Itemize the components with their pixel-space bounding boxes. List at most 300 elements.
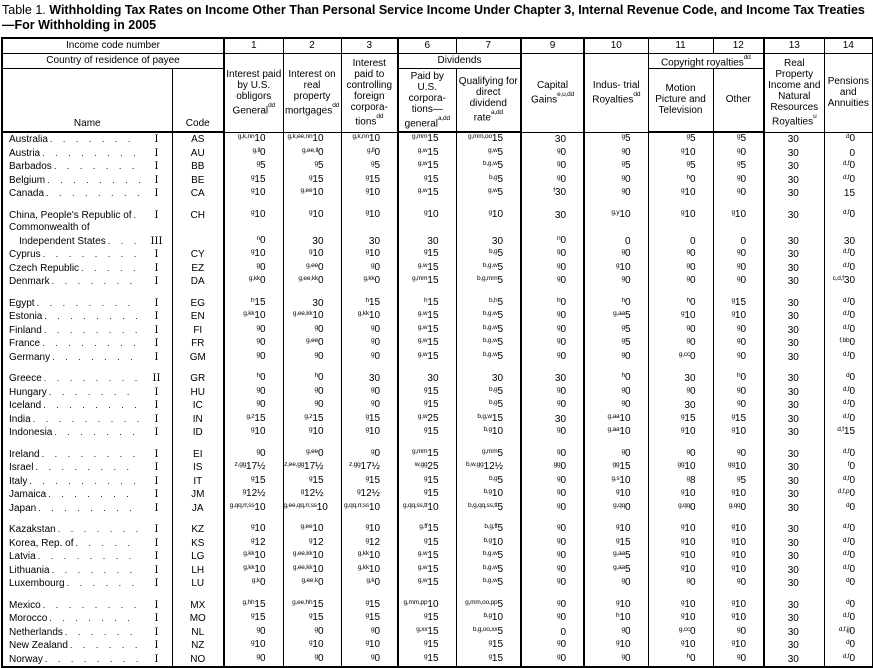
- footnote-marker: g: [314, 385, 318, 393]
- footnote-marker: gg: [612, 461, 620, 469]
- footnote-marker: g: [250, 639, 255, 647]
- rate-cell: [713, 413, 764, 427]
- dot-leader: [44, 310, 139, 324]
- rate-value: 15: [427, 550, 439, 562]
- country-name: Korea, Rep. of: [9, 537, 74, 549]
- rate-cell: [398, 488, 456, 502]
- country-name: Australia: [9, 134, 48, 146]
- footnote-marker: g,w: [417, 146, 428, 154]
- rate-value: 10: [734, 639, 747, 651]
- rate-cell: [283, 275, 341, 289]
- rate-value: 0: [849, 461, 856, 473]
- rate-value: 15: [427, 275, 439, 287]
- footnote-marker: g,kk: [357, 550, 369, 558]
- income-code-row: [2, 38, 873, 53]
- footnote-marker: g: [371, 447, 375, 455]
- footnote-marker: g,mm: [411, 133, 428, 141]
- country-name: Norway: [9, 653, 43, 665]
- footnote-marker: g: [557, 248, 561, 256]
- rate-value: 30: [554, 209, 567, 221]
- rate-cell: [584, 275, 648, 289]
- rate-cell: [224, 626, 283, 640]
- rate-cell: [398, 475, 456, 489]
- dot-leader: [47, 174, 139, 188]
- country-row: [2, 222, 873, 248]
- rate-cell: [521, 502, 584, 516]
- country-row: [2, 187, 873, 201]
- rate-cell: [283, 310, 341, 324]
- rate-value: 12½: [246, 488, 266, 500]
- rate-cell: [584, 324, 648, 338]
- page-title: [0, 0, 873, 35]
- footnote-marker: g,aa: [613, 563, 625, 571]
- rate-value: 10: [684, 426, 696, 438]
- rate-cell: [824, 372, 873, 386]
- rate-value: 0: [740, 385, 747, 397]
- country-code-cell: EI: [172, 448, 224, 462]
- treaty-class: III: [150, 235, 163, 247]
- dot-leader: [49, 386, 140, 400]
- rate-cell: [283, 653, 341, 668]
- rate-value: 0: [560, 385, 567, 397]
- rate-value: 10: [312, 639, 324, 651]
- rate-value: 10: [368, 187, 381, 199]
- rate-value: 15: [427, 323, 439, 335]
- footnote-marker: h: [686, 296, 690, 304]
- rate-value: 10: [684, 488, 696, 500]
- rate-value: 15: [619, 536, 631, 548]
- country-name: Canada: [9, 188, 45, 200]
- footnote-marker: b,g,w: [477, 412, 492, 420]
- treaty-class: I: [154, 489, 159, 501]
- dot-leader: [70, 639, 140, 653]
- rate-cell: [283, 209, 341, 223]
- rate-cell: [398, 297, 456, 311]
- footnote-marker: g: [250, 248, 255, 256]
- footnote-marker: g: [250, 426, 255, 434]
- rate-cell: [283, 461, 341, 475]
- footnote-marker: g: [365, 173, 369, 181]
- country-name: Denmark: [9, 276, 50, 288]
- footnote-marker: d,f: [837, 426, 844, 434]
- footnote-marker: d,f: [842, 563, 850, 571]
- rate-cell: [713, 426, 764, 440]
- rate-value: 5: [497, 501, 504, 513]
- country-name-cell: [2, 399, 172, 413]
- treaty-class: I: [154, 413, 159, 425]
- dot-leader: [44, 372, 140, 386]
- rate-value: 17½: [246, 461, 266, 473]
- footnote-marker: g,kk: [357, 563, 369, 571]
- rate-value: 5: [624, 160, 631, 172]
- country-row: [2, 612, 873, 626]
- country-row: [2, 426, 873, 440]
- footnote-marker: b,g,w: [482, 337, 498, 345]
- country-name-cell: [2, 262, 172, 276]
- footnote-marker: g,aa: [613, 310, 625, 318]
- rate-cell: [521, 523, 584, 537]
- rate-value: 0: [624, 275, 631, 287]
- rate-cell: [283, 386, 341, 400]
- rate-cell: [764, 626, 824, 640]
- rate-value: 15: [491, 639, 504, 651]
- spacer-row: [2, 364, 873, 372]
- footnote-marker: g,s: [611, 474, 620, 482]
- rate-value: 0: [560, 626, 567, 638]
- rate-cell: [521, 448, 584, 462]
- footnote-marker: g: [737, 652, 741, 660]
- rate-value: 15: [734, 412, 747, 424]
- dot-leader: [33, 413, 140, 427]
- footnote-marker: b,g: [489, 173, 498, 181]
- rate-cell: [713, 599, 764, 613]
- rate-cell: [456, 426, 521, 440]
- country-code-cell: JM: [172, 488, 224, 502]
- rate-cell: [584, 564, 648, 578]
- rate-cell: [521, 337, 584, 351]
- rate-value: 15: [843, 188, 856, 200]
- footnote-marker: g: [308, 639, 313, 647]
- footnote-marker: b,g,w: [482, 577, 498, 585]
- rate-cell: [283, 502, 341, 516]
- rate-value: 0: [849, 625, 856, 637]
- rate-value: 0: [560, 160, 567, 172]
- footnote-marker: g: [737, 385, 741, 393]
- rate-value: 5: [497, 474, 504, 486]
- rate-value: 30: [787, 174, 799, 186]
- rate-cell: [764, 147, 824, 161]
- footnote-marker: b,w,gg: [465, 461, 484, 469]
- rate-cell: [713, 461, 764, 475]
- country-code-cell: BB: [172, 160, 224, 174]
- footnote-marker: g: [256, 399, 260, 407]
- footnote-marker: g: [557, 598, 561, 606]
- rate-cell: [584, 310, 648, 324]
- footnote-marker: g,ee,kk: [298, 275, 318, 283]
- rate-value: 0: [317, 261, 324, 273]
- rate-cell: [398, 386, 456, 400]
- footnote-marker: g,ee,kk: [292, 563, 313, 571]
- rate-cell: [648, 132, 713, 147]
- country-row: [2, 351, 873, 365]
- footnote-marker: g: [680, 639, 685, 647]
- rate-cell: [648, 523, 713, 537]
- rate-cell: [398, 174, 456, 188]
- country-name-cell: [2, 448, 172, 462]
- rate-value: 0: [740, 350, 747, 362]
- footnote-marker: g: [250, 474, 255, 482]
- rate-value: 0: [849, 488, 856, 500]
- rate-cell: [764, 351, 824, 365]
- rate-cell: [824, 187, 873, 201]
- col-copyright-other: Other: [713, 68, 764, 132]
- rate-value: 0: [689, 385, 696, 397]
- footnote-marker: g,mm: [411, 447, 428, 455]
- spacer-row: [2, 515, 873, 523]
- rate-cell: [584, 337, 648, 351]
- rate-value: 5: [689, 133, 696, 145]
- dot-leader: [49, 612, 139, 626]
- footnote-marker: g: [686, 337, 690, 345]
- income-code-12: 12: [713, 38, 764, 53]
- rate-cell: [341, 426, 398, 440]
- rate-value: 0: [374, 337, 381, 349]
- rate-cell: [824, 599, 873, 613]
- country-name-cell: [2, 612, 172, 626]
- spacer-row: [2, 289, 873, 297]
- footnote-marker: b,g: [483, 536, 492, 544]
- rate-cell: [224, 413, 283, 427]
- rate-cell: [713, 297, 764, 311]
- rate-value: 0: [259, 261, 266, 273]
- rate-cell: [713, 147, 764, 161]
- country-of-residence-label: Country of residence of payee: [2, 53, 224, 68]
- footnote-marker: g: [731, 296, 735, 304]
- rate-value: 0: [849, 598, 856, 610]
- footnote-marker: h: [314, 372, 318, 380]
- rate-value: 0: [560, 173, 567, 185]
- footnote-marker: g: [557, 536, 561, 544]
- rate-cell: [456, 248, 521, 262]
- rate-value: 0: [740, 501, 747, 513]
- rate-cell: [398, 653, 456, 668]
- country-code-cell: NO: [172, 653, 224, 668]
- rate-value: 0: [259, 323, 266, 335]
- rate-cell: [224, 461, 283, 475]
- country-row: [2, 502, 873, 516]
- rate-cell: [398, 537, 456, 551]
- rate-cell: [521, 262, 584, 276]
- rate-value: 15: [427, 523, 439, 535]
- rate-cell: [521, 187, 584, 201]
- footnote-marker: g,kk: [357, 310, 369, 318]
- rate-value: 15: [254, 612, 266, 624]
- rate-value: 0: [560, 488, 567, 500]
- footnote-marker: g: [737, 173, 741, 181]
- rate-cell: [224, 639, 283, 653]
- rate-cell: [764, 461, 824, 475]
- country-name: Morocco: [9, 613, 48, 625]
- rate-value: 0: [560, 474, 567, 486]
- rate-value: 15: [427, 350, 439, 362]
- rate-value: 12½: [360, 488, 381, 500]
- country-name-cell: [2, 461, 172, 475]
- rate-value: 12½: [304, 488, 324, 500]
- rate-value: 15: [427, 385, 439, 397]
- country-name-cell: [2, 351, 172, 365]
- country-row: [2, 564, 873, 578]
- rate-value: 5: [624, 550, 631, 562]
- rate-cell: [521, 413, 584, 427]
- footnote-marker: c,d,f: [832, 275, 844, 283]
- rate-value: 5: [259, 160, 266, 172]
- treaty-class: I: [154, 578, 159, 590]
- dot-leader: [54, 160, 140, 174]
- rate-cell: [521, 639, 584, 653]
- rate-value: 5: [497, 275, 504, 287]
- rate-cell: [764, 132, 824, 147]
- footnote-marker: g: [423, 652, 428, 660]
- footnote-marker: g: [615, 639, 620, 647]
- rate-value: 0: [849, 337, 856, 349]
- rate-cell: [584, 426, 648, 440]
- rate-value: 0: [740, 248, 747, 260]
- rate-value: 10: [684, 639, 696, 651]
- rate-cell: [584, 639, 648, 653]
- rate-cell: [283, 248, 341, 262]
- rate-cell: [764, 639, 824, 653]
- rate-value: 0: [624, 372, 631, 384]
- rate-cell: [224, 324, 283, 338]
- footnote-marker: g: [557, 612, 561, 620]
- rate-cell: [584, 599, 648, 613]
- rate-cell: [283, 132, 341, 147]
- country-row: [2, 488, 873, 502]
- rate-value: 10: [734, 426, 747, 438]
- rate-cell: [713, 351, 764, 365]
- footnote-marker: g: [737, 350, 741, 358]
- rate-value: 30: [491, 235, 504, 247]
- rate-cell: [648, 488, 713, 502]
- treaty-class: I: [154, 209, 159, 221]
- rate-cell: [764, 275, 824, 289]
- dot-leader: [54, 426, 139, 440]
- rate-cell: [398, 147, 456, 161]
- rate-value: 15: [368, 173, 381, 185]
- footnote-marker: b,g: [483, 612, 492, 620]
- country-name: Egypt: [9, 297, 35, 309]
- rate-cell: [398, 132, 456, 147]
- rate-value: 10: [312, 133, 324, 145]
- rate-value: 0: [689, 296, 696, 308]
- rate-value: 0: [317, 447, 324, 459]
- footnote-marker: g: [365, 536, 369, 544]
- treaty-class: I: [154, 564, 159, 576]
- rate-cell: [824, 639, 873, 653]
- income-code-3: 3: [341, 38, 398, 53]
- rate-value: 15: [368, 296, 381, 308]
- rate-cell: [456, 147, 521, 161]
- footnote-marker: h: [621, 296, 625, 304]
- rate-cell: [764, 599, 824, 613]
- rate-value: 0: [374, 275, 381, 287]
- footnote-marker: g: [686, 275, 690, 283]
- rate-value: 0: [849, 612, 856, 624]
- footnote-marker: g: [680, 426, 685, 434]
- rate-value: 15: [491, 412, 504, 424]
- rate-cell: [713, 502, 764, 516]
- rate-cell: [283, 550, 341, 564]
- rate-value: 10: [254, 208, 266, 220]
- rate-value: 0: [317, 399, 324, 411]
- rate-cell: [521, 160, 584, 174]
- rate-cell: [456, 399, 521, 413]
- rate-value: 0: [740, 625, 747, 637]
- rate-value: 10: [734, 208, 747, 220]
- country-row: [2, 599, 873, 613]
- treaty-class: I: [154, 613, 159, 625]
- footnote-marker: g: [686, 261, 690, 269]
- rate-cell: [764, 187, 824, 201]
- rate-cell: [584, 160, 648, 174]
- rate-cell: [584, 399, 648, 413]
- group-header-row: [2, 53, 873, 68]
- footnote-marker: g: [557, 160, 561, 168]
- rate-value: 30: [787, 351, 799, 363]
- rate-cell: [648, 310, 713, 324]
- rate-cell: [283, 399, 341, 413]
- rate-value: 10: [368, 133, 381, 145]
- country-name-cell: [2, 174, 172, 188]
- rate-value: 10: [684, 187, 696, 199]
- rate-value: 0: [624, 146, 631, 158]
- footnote-marker: g,kk: [243, 563, 255, 571]
- footnote-marker: g: [357, 488, 361, 496]
- dot-leader: [43, 399, 139, 413]
- rate-value: 0: [740, 323, 747, 335]
- footnote-marker: g: [731, 426, 735, 434]
- footnote-marker: g: [308, 248, 313, 256]
- footnote-marker: d,f: [842, 310, 850, 318]
- footnote-marker: b,g: [489, 474, 498, 482]
- rate-value: 30: [554, 134, 567, 146]
- footnote-marker: g: [615, 598, 620, 606]
- footnote-marker: g,cc: [678, 625, 690, 633]
- rate-value: 0: [689, 173, 696, 185]
- footnote-marker: g: [557, 385, 561, 393]
- footnote-marker: g,ll: [252, 146, 260, 154]
- footnote-marker: g: [557, 639, 561, 647]
- rate-value: 0: [849, 652, 856, 664]
- footnote-marker: g: [731, 536, 735, 544]
- rate-value: 0: [317, 323, 324, 335]
- rate-value: 10: [254, 639, 266, 651]
- rate-cell: [224, 209, 283, 223]
- country-name-cell: [2, 537, 172, 551]
- country-name-cell: [2, 337, 172, 351]
- rate-cell: [283, 413, 341, 427]
- rate-value: 10: [254, 248, 266, 260]
- rate-cell: [456, 564, 521, 578]
- rate-cell: [398, 639, 456, 653]
- rate-value: 0: [740, 187, 747, 199]
- footnote-marker: g: [621, 447, 625, 455]
- footnote-marker: g: [423, 426, 428, 434]
- footnote-marker: g,ee: [300, 187, 313, 195]
- rate-cell: [224, 612, 283, 626]
- rate-value: 10: [254, 550, 266, 562]
- rate-value: 0: [624, 296, 631, 308]
- rate-cell: [283, 324, 341, 338]
- rate-value: 10: [619, 474, 631, 486]
- footnote-marker: g,ee,kk: [292, 310, 313, 318]
- rate-cell: [341, 248, 398, 262]
- country-name-line2: Independent States: [19, 235, 106, 247]
- rate-cell: [824, 174, 873, 188]
- rate-cell: [764, 612, 824, 626]
- footnote-marker: g,w: [417, 160, 428, 168]
- rate-cell: [764, 550, 824, 564]
- rate-cell: [648, 262, 713, 276]
- rate-value: 10: [312, 426, 324, 438]
- rate-cell: [648, 639, 713, 653]
- rate-value: 15: [619, 461, 631, 473]
- treaty-class: I: [154, 188, 159, 200]
- rate-value: 0: [740, 372, 747, 384]
- rate-cell: [521, 550, 584, 564]
- rate-value: 12: [368, 536, 381, 548]
- country-name: Austria: [9, 147, 41, 159]
